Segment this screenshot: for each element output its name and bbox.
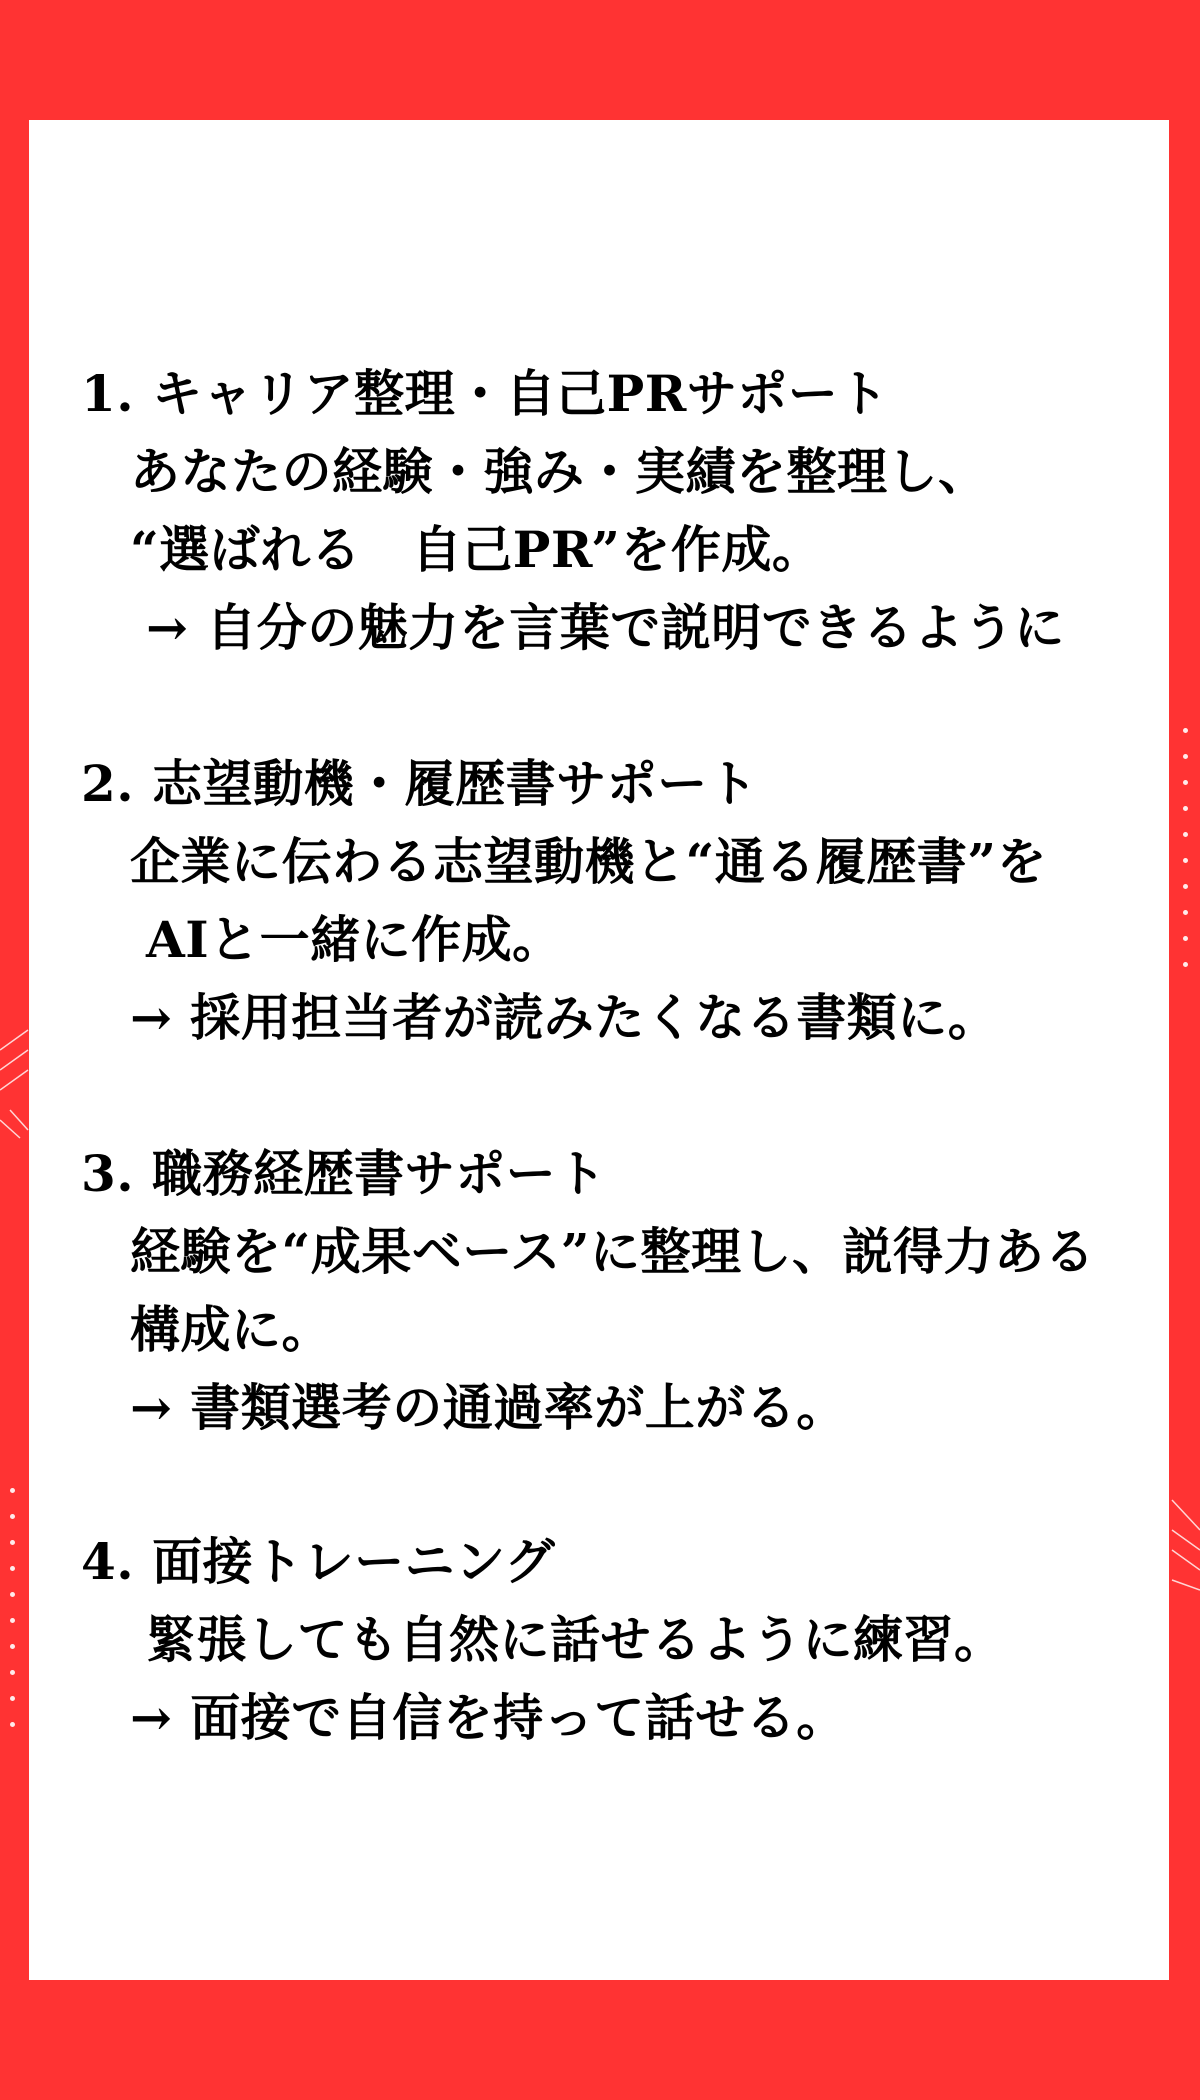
decorative-dots-right bbox=[1183, 728, 1188, 967]
decorative-lines-right bbox=[1170, 1490, 1200, 1610]
section-title: 1. キャリア整理・自己PRサポート bbox=[81, 364, 889, 423]
section-line: 企業に伝わる志望動機と“通る履歴書”を bbox=[130, 832, 1048, 891]
section-line: 構成に。 bbox=[130, 1300, 332, 1359]
section-line: → 面接で自信を持って話せる。 bbox=[130, 1688, 847, 1747]
section-line: → 自分の魅力を言葉で説明できるように bbox=[146, 598, 1065, 657]
section-line: あなたの経験・強み・実績を整理し、 bbox=[130, 442, 989, 501]
section-title: 3. 職務経歴書サポート bbox=[81, 1144, 607, 1203]
decorative-lines-left bbox=[0, 1020, 30, 1140]
section-title: 2. 志望動機・履歴書サポート bbox=[81, 754, 759, 813]
section-line: → 書類選考の通過率が上がる。 bbox=[130, 1378, 847, 1437]
section-line: 経験を“成果ベース”に整理し、説得力ある bbox=[130, 1222, 1096, 1281]
section-line: 緊張しても自然に話せるように練習。 bbox=[146, 1610, 1005, 1669]
section-line: → 採用担当者が読みたくなる書類に。 bbox=[130, 988, 999, 1047]
section-line: “選ばれる 自己PR”を作成。 bbox=[130, 520, 823, 579]
section-line: AIと一緒に作成。 bbox=[146, 910, 563, 969]
section-title: 4. 面接トレーニング bbox=[81, 1532, 556, 1591]
decorative-dots-left bbox=[10, 1488, 15, 1727]
content-card bbox=[29, 120, 1169, 1980]
